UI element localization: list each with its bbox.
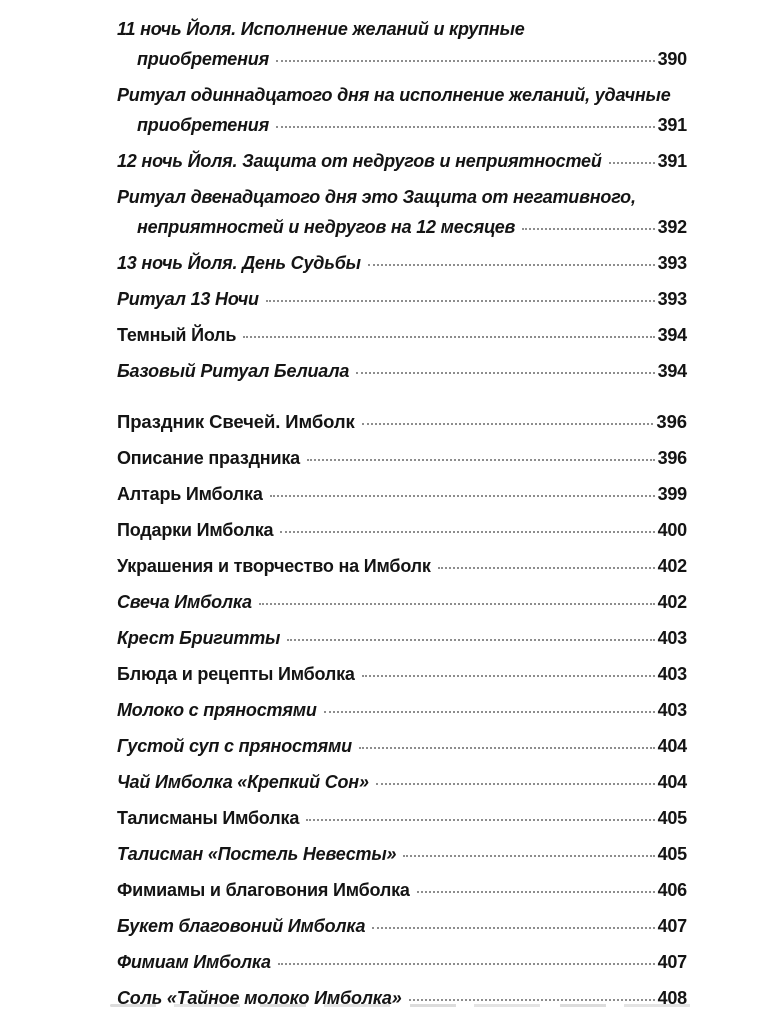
toc-entry bbox=[117, 80, 687, 140]
dot-leader bbox=[522, 228, 654, 230]
dot-leader bbox=[243, 336, 654, 338]
page-number: 405 bbox=[657, 808, 687, 828]
page-number: 394 bbox=[657, 361, 687, 381]
toc-entry-row bbox=[117, 515, 687, 545]
toc-entry-row bbox=[117, 407, 687, 437]
dot-leader bbox=[276, 60, 655, 62]
toc-entry bbox=[117, 182, 687, 242]
page-number: 408 bbox=[657, 988, 687, 1008]
toc-entry bbox=[117, 443, 687, 473]
toc-entry bbox=[117, 767, 687, 797]
toc-entry-row bbox=[117, 587, 687, 617]
page-number: 391 bbox=[657, 151, 687, 171]
page-number: 400 bbox=[657, 520, 687, 540]
page-number: 403 bbox=[657, 700, 687, 720]
toc-entry-text: приобретения bbox=[137, 49, 269, 69]
toc-entry bbox=[117, 356, 687, 386]
dot-leader bbox=[266, 300, 655, 302]
toc-entry-text: Алтарь Имболка bbox=[117, 484, 263, 504]
toc-entry-text: 12 ночь Йоля. Защита от недругов и неприятностей bbox=[117, 151, 602, 171]
toc-entry-text: Темный Йоль bbox=[117, 325, 237, 345]
toc-entry-row bbox=[117, 212, 687, 242]
page-number: 407 bbox=[657, 916, 687, 936]
toc-entry-text: Соль «Тайное молоко Имболка» bbox=[117, 988, 402, 1008]
toc-entry-row bbox=[117, 146, 687, 176]
page-number: 399 bbox=[657, 484, 687, 504]
page-number: 407 bbox=[657, 952, 687, 972]
toc-entry-row bbox=[117, 731, 687, 761]
toc-entry-row bbox=[117, 356, 687, 386]
page-number: 396 bbox=[656, 411, 687, 432]
toc-entry-row bbox=[117, 803, 687, 833]
toc-entry-text: 13 ночь Йоля. День Судьбы bbox=[117, 253, 361, 273]
dot-leader bbox=[609, 162, 655, 164]
page-number: 396 bbox=[657, 448, 687, 468]
dot-leader bbox=[278, 963, 655, 965]
toc-entry-text: Описание праздника bbox=[117, 448, 300, 468]
toc-entry-text: Ритуал одиннадцатого дня на исполнение желаний, удачные bbox=[117, 85, 671, 105]
toc-entry-text: приобретения bbox=[137, 115, 269, 135]
dot-leader bbox=[368, 264, 655, 266]
toc-entry-row bbox=[117, 284, 687, 314]
dot-leader bbox=[372, 927, 654, 929]
toc-entry-text: Праздник Свечей. Имболк bbox=[117, 411, 355, 432]
page-number: 403 bbox=[657, 628, 687, 648]
page-number: 403 bbox=[657, 664, 687, 684]
toc-entry-text: Базовый Ритуал Белиала bbox=[117, 361, 350, 381]
toc-entry-row bbox=[117, 551, 687, 581]
toc-entry-row bbox=[117, 839, 687, 869]
page-number: 404 bbox=[657, 736, 687, 756]
toc-entry bbox=[117, 731, 687, 761]
dot-leader bbox=[287, 639, 654, 641]
toc-entry-row bbox=[117, 443, 687, 473]
dot-leader bbox=[362, 675, 655, 677]
toc-entry-row bbox=[117, 44, 687, 74]
toc-entry-row bbox=[117, 911, 687, 941]
scan-edge-artifact bbox=[110, 1004, 708, 1007]
toc-entry bbox=[117, 284, 687, 314]
toc-entry bbox=[117, 695, 687, 725]
toc-section-heading bbox=[117, 407, 687, 437]
dot-leader bbox=[438, 567, 655, 569]
dot-leader bbox=[359, 747, 655, 749]
toc-entry-text: Свеча Имболка bbox=[117, 592, 252, 612]
toc-entry-row bbox=[117, 875, 687, 905]
toc-entry bbox=[117, 983, 687, 1013]
page-number: 406 bbox=[657, 880, 687, 900]
dot-leader bbox=[306, 819, 654, 821]
toc-entry-text: Фимиамы и благовония Имболка bbox=[117, 880, 410, 900]
toc-entry-row bbox=[117, 983, 687, 1013]
toc-entry-row bbox=[117, 623, 687, 653]
dot-leader bbox=[259, 603, 655, 605]
toc-entry-text: Молоко с пряностями bbox=[117, 700, 317, 720]
toc-entry-row bbox=[117, 947, 687, 977]
toc-entry-row bbox=[117, 320, 687, 350]
toc-entry-row bbox=[117, 659, 687, 689]
toc-entry-text: Талисманы Имболка bbox=[117, 808, 300, 828]
toc-entry-row bbox=[117, 695, 687, 725]
toc-entry bbox=[117, 803, 687, 833]
dot-leader bbox=[276, 126, 655, 128]
toc-entry-text: неприятностей и недругов на 12 месяцев bbox=[137, 217, 516, 237]
dot-leader bbox=[362, 423, 654, 425]
toc-entry-text: Крест Бригитты bbox=[117, 628, 281, 648]
toc-entry bbox=[117, 551, 687, 581]
page-number: 404 bbox=[657, 772, 687, 792]
toc-entry-text: Блюда и рецепты Имболка bbox=[117, 664, 355, 684]
toc-entry-row bbox=[117, 767, 687, 797]
dot-leader bbox=[376, 783, 655, 785]
toc-entry bbox=[117, 248, 687, 278]
page-number: 393 bbox=[657, 253, 687, 273]
toc-entry-text: Ритуал двенадцатого дня это Защита от негативного, bbox=[117, 187, 636, 207]
toc-entry bbox=[117, 839, 687, 869]
toc-entry bbox=[117, 623, 687, 653]
toc-entry-text: Чай Имболка «Крепкий Сон» bbox=[117, 772, 369, 792]
toc-entry bbox=[117, 14, 687, 74]
dot-leader bbox=[280, 531, 654, 533]
toc-entry bbox=[117, 875, 687, 905]
toc-entry-text: Талисман «Постель Невесты» bbox=[117, 844, 397, 864]
page-number: 392 bbox=[657, 217, 687, 237]
toc-entry-text: Ритуал 13 Ночи bbox=[117, 289, 259, 309]
page-number: 390 bbox=[657, 49, 687, 69]
toc-entry-text: Густой суп с пряностями bbox=[117, 736, 352, 756]
toc-entry-text: 11 ночь Йоля. Исполнение желаний и крупные bbox=[117, 19, 525, 39]
toc-entry-text: Украшения и творчество на Имболк bbox=[117, 556, 431, 576]
page-number: 393 bbox=[657, 289, 687, 309]
toc-entry-row bbox=[117, 110, 687, 140]
dot-leader bbox=[356, 372, 654, 374]
toc-entry bbox=[117, 911, 687, 941]
toc-entry bbox=[117, 479, 687, 509]
page-number: 405 bbox=[657, 844, 687, 864]
toc-entry bbox=[117, 947, 687, 977]
toc-entry bbox=[117, 320, 687, 350]
page-number: 391 bbox=[657, 115, 687, 135]
dot-leader bbox=[403, 855, 654, 857]
dot-leader bbox=[417, 891, 655, 893]
toc-list bbox=[117, 14, 687, 1013]
dot-leader bbox=[307, 459, 655, 461]
toc-entry bbox=[117, 146, 687, 176]
dot-leader bbox=[270, 495, 655, 497]
toc-entry bbox=[117, 587, 687, 617]
page-number: 394 bbox=[657, 325, 687, 345]
toc-entry-row bbox=[117, 479, 687, 509]
toc-entry-row bbox=[117, 248, 687, 278]
dot-leader bbox=[409, 999, 655, 1001]
toc-entry-text: Подарки Имболка bbox=[117, 520, 274, 540]
toc-entry bbox=[117, 659, 687, 689]
toc-entry-text: Букет благовоний Имболка bbox=[117, 916, 366, 936]
page-number: 402 bbox=[657, 592, 687, 612]
page-number: 402 bbox=[657, 556, 687, 576]
dot-leader bbox=[324, 711, 655, 713]
toc-entry bbox=[117, 515, 687, 545]
toc-entry-text: Фимиам Имболка bbox=[117, 952, 271, 972]
